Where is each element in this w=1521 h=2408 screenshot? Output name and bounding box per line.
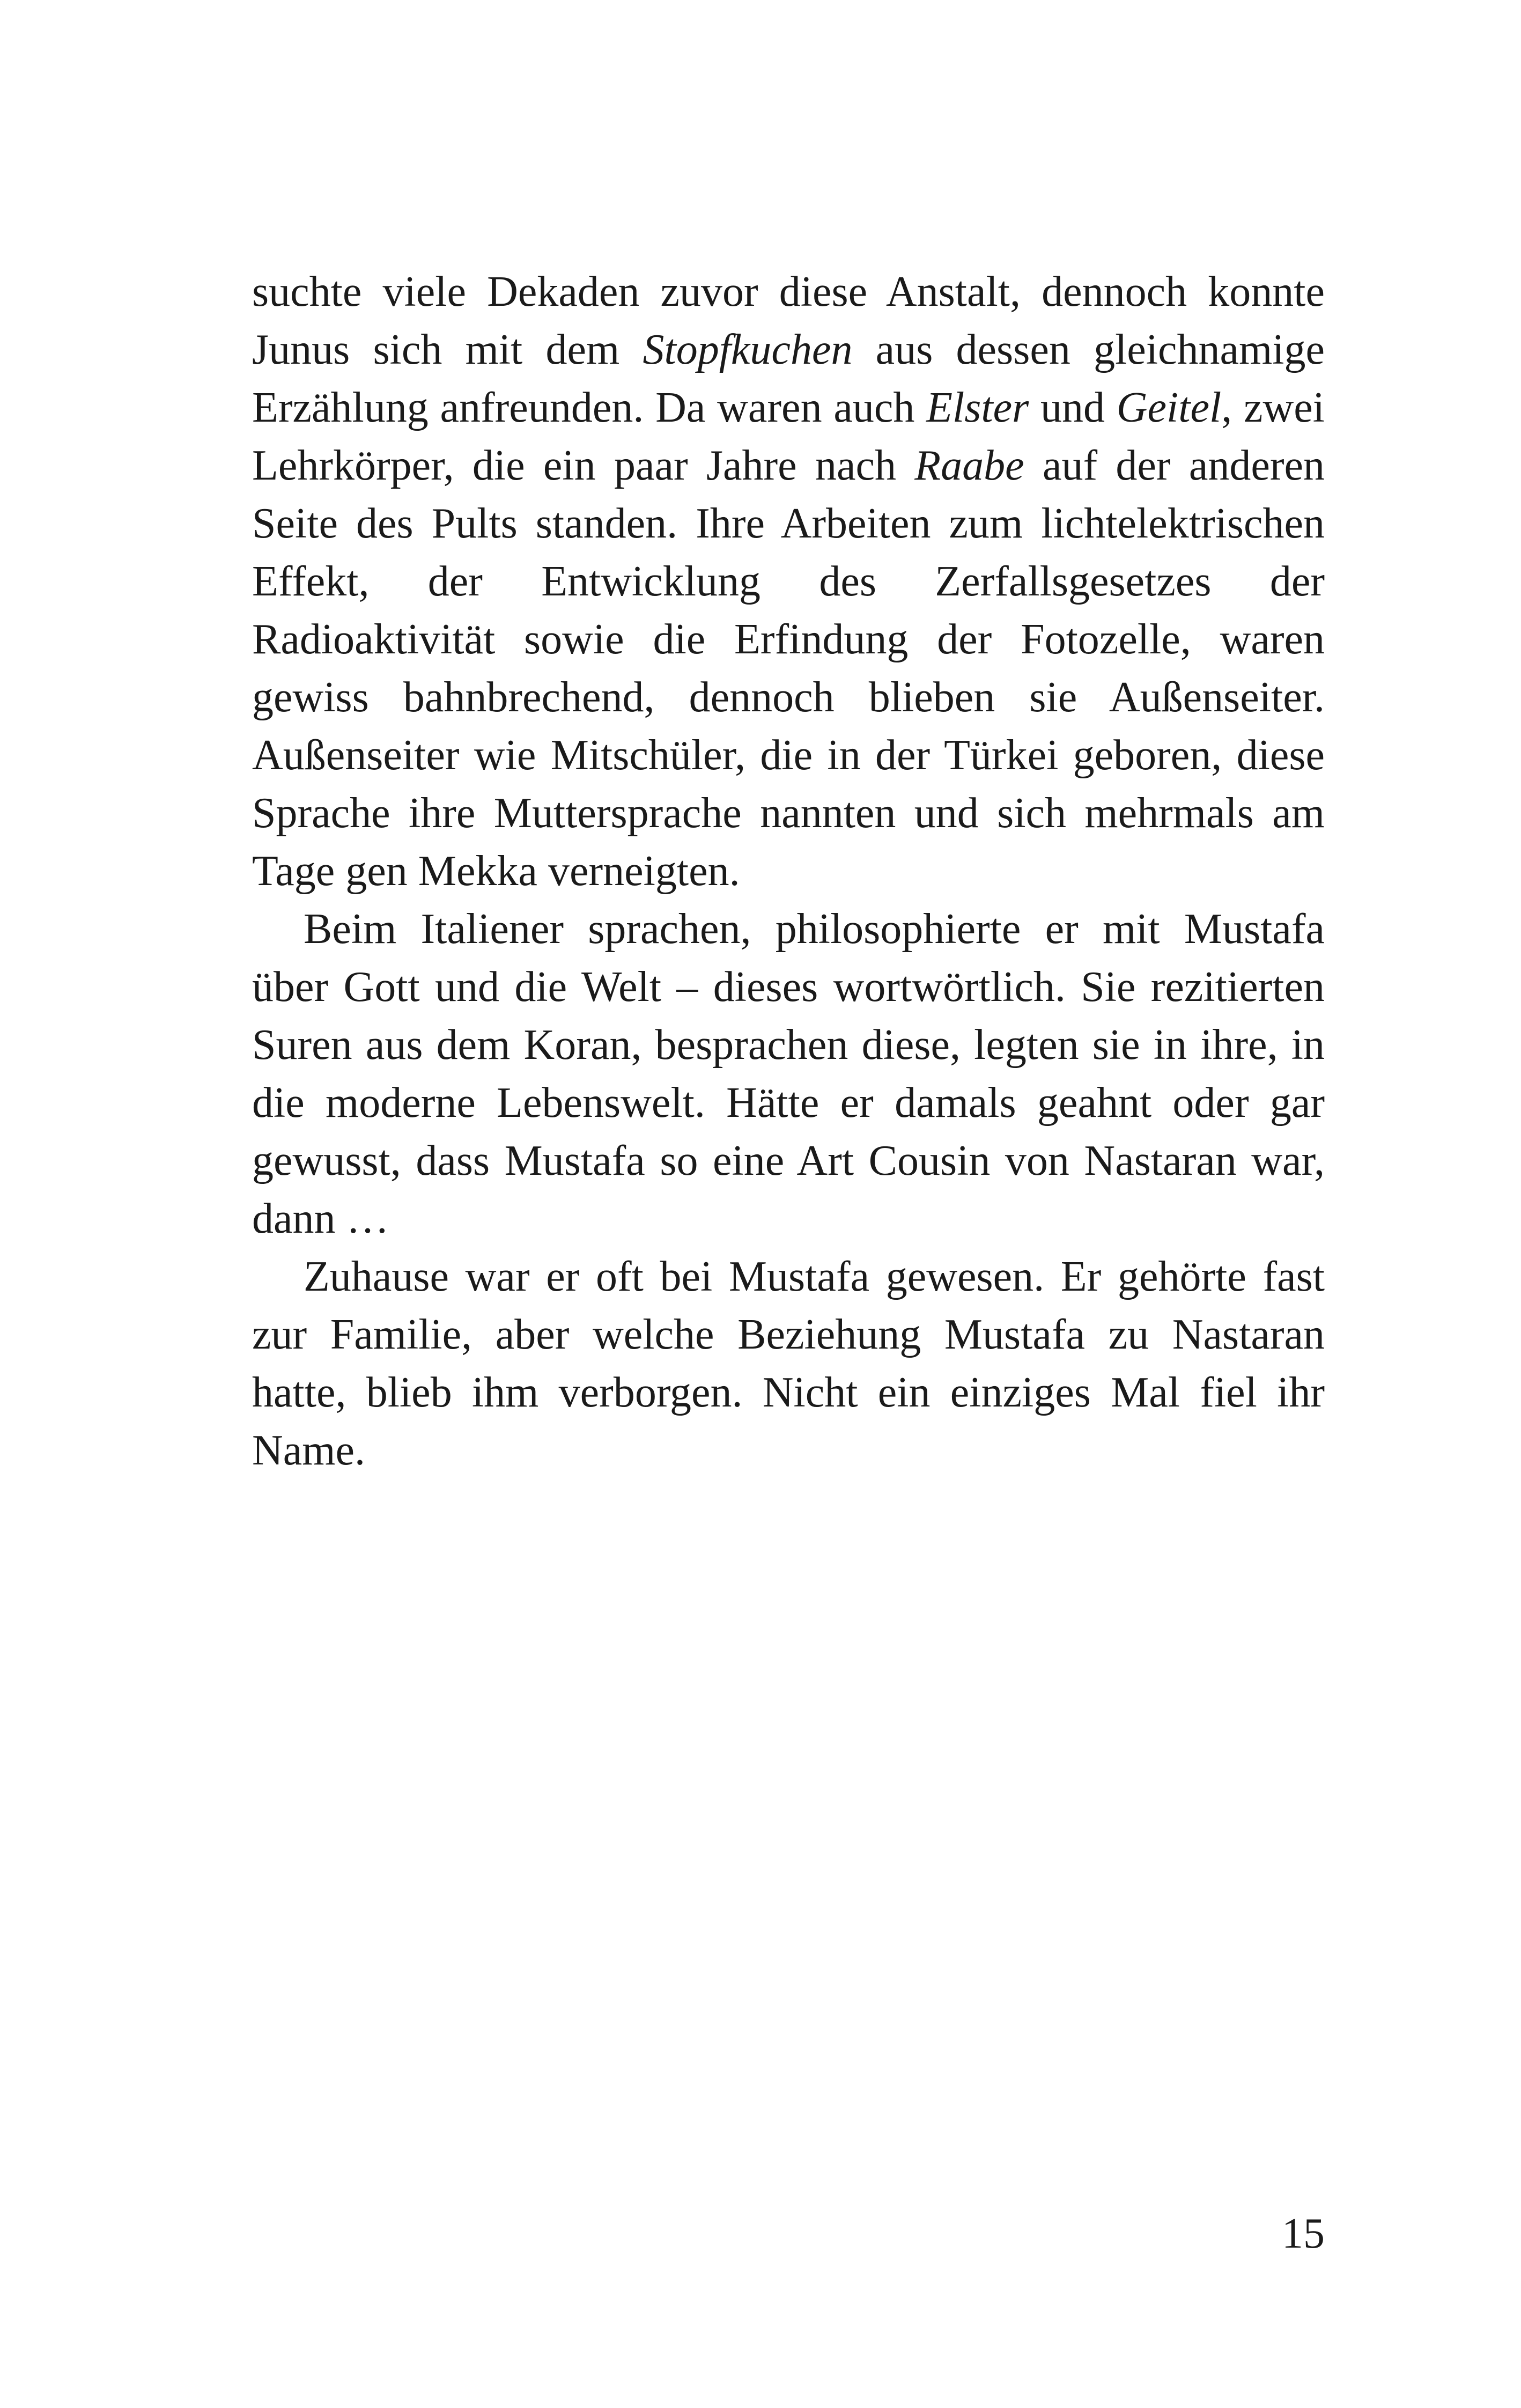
italic-name-geitel: Geitel xyxy=(1116,384,1222,431)
italic-name-elster: Elster xyxy=(926,384,1029,431)
paragraph-1-segment: aus dessen gleichnamige Erzählung anfreunden. Da waren auch xyxy=(252,326,1325,431)
page-number: 15 xyxy=(1282,2210,1325,2257)
paragraph-3: Zuhause war er oft bei Mustafa gewesen. Er gehörte fast zur Familie, aber welche Beziehung Mustafa zu Nastaran hatte, blieb ihm verborgen. Nicht ein einziges Mal fiel ihr Name. xyxy=(252,1253,1325,1474)
paragraph-1-segment: und xyxy=(1029,384,1117,431)
italic-name-raabe: Raabe xyxy=(914,442,1024,489)
paragraph-1-segment: , zwei Lehrkörper, die ein paar Jahre nach xyxy=(252,384,1325,489)
paragraph-2: Beim Italiener sprachen, philosophierte er mit Mustafa über Gott und die Welt – dieses wortwörtlich. Sie rezitierten Suren aus dem Koran, besprachen diese, legten sie in ihre, in die moderne Lebenswelt. Hätte er damals geahnt oder gar gewusst, dass Mustafa so eine Art Cousin von Nastaran war, dann … xyxy=(252,905,1325,1242)
paragraph-1 xyxy=(252,263,1325,900)
paragraph-1-segment: auf der anderen Seite des Pults standen. Ihre Arbeiten zum lichtelektrischen Effekt, der Entwicklung des Zerfallsgesetzes der Radioaktivität sowie die Erfindung der Fotozelle, waren gewiss bahnbrechend, dennoch blieben sie Außenseiter. Außenseiter wie Mitschüler, die in der Türkei geboren, diese Sprache ihre Muttersprache nannten und sich mehrmals am Tage gen Mekka verneigten. xyxy=(252,442,1325,895)
body-text xyxy=(252,263,1325,1479)
italic-title-stopfkuchen: Stopfkuchen xyxy=(643,326,853,373)
paragraph-1-segment: suchte viele Dekaden zuvor diese Anstalt, dennoch konnte Junus sich mit dem xyxy=(252,268,1325,373)
